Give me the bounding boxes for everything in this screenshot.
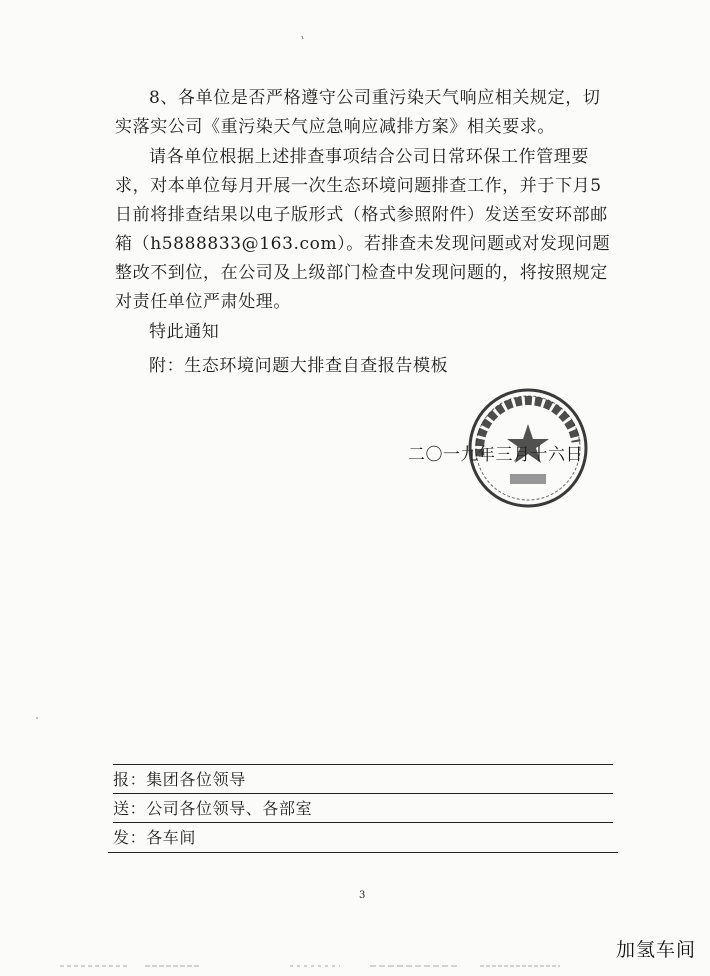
watermark-text: 加氢车间 bbox=[615, 939, 696, 961]
distribution-label: 发： bbox=[113, 828, 147, 847]
instruction-paragraph: 请各单位根据上述排查事项结合公司日常环保工作管理要求，对本单位每月开展一次生态环境问题排查工作，并于下月5日前将排查结果以电子版形式（格式参照附件）发送至安环部邮箱（h5888833@163.com）。若排查未发现问题或对发现问题整改不到位，在公司及上级部门检查中发现问题的，将按照规定对责任单位严肃处理。 bbox=[115, 147, 611, 312]
issue-date: 二〇一九年三月十六日 bbox=[408, 445, 583, 465]
distribution-value: 公司各位领导、各部室 bbox=[146, 799, 313, 818]
distribution-label: 送： bbox=[113, 799, 147, 818]
distribution-value: 集团各位领导 bbox=[146, 770, 246, 789]
distribution-row-send bbox=[113, 793, 613, 824]
item-8-paragraph: 8、各单位是否严格遵守公司重污染天气响应相关规定，切实落实公司《重污染天气应急响应减排方案》相关要求。 bbox=[115, 88, 601, 137]
distribution-bottom-rule bbox=[108, 852, 618, 853]
distribution-row-issue bbox=[113, 822, 613, 853]
distribution-value: 各车间 bbox=[146, 828, 197, 847]
distribution-row-report bbox=[113, 764, 613, 795]
notice-line: 特此通知 bbox=[149, 322, 220, 342]
page-number: 3 bbox=[359, 890, 366, 901]
scan-edge-noise bbox=[40, 958, 640, 972]
distribution-label: 报： bbox=[113, 770, 147, 789]
attachment-line: 附：生态环境问题大排查自查报告模板 bbox=[149, 356, 449, 376]
